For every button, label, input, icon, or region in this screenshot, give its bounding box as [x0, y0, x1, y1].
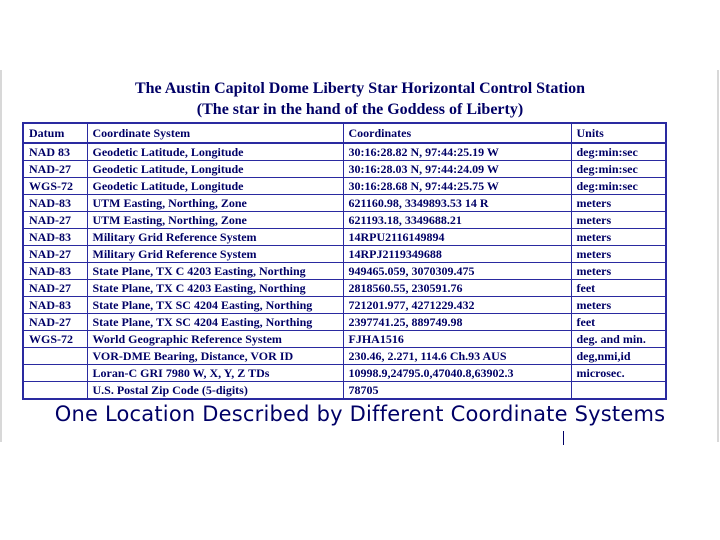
cell-datum: NAD-27 — [23, 161, 87, 178]
header-datum: Datum — [23, 123, 87, 143]
table-row — [23, 212, 666, 229]
coordinate-systems-table — [22, 122, 667, 400]
cell-datum: NAD-83 — [23, 229, 87, 246]
cell-units: deg:min:sec — [571, 178, 666, 195]
cell-coordinates: 30:16:28.03 N, 97:44:24.09 W — [343, 161, 571, 178]
cell-coordinates: FJHA1516 — [343, 331, 571, 348]
cell-coordinates: 230.46, 2.271, 114.6 Ch.93 AUS — [343, 348, 571, 365]
cell-coordinates: 2818560.55, 230591.76 — [343, 280, 571, 297]
cell-coordinate-system: State Plane, TX SC 4204 Easting, Northing — [87, 297, 343, 314]
slide-left-edge — [0, 70, 2, 442]
cell-datum: NAD 83 — [23, 143, 87, 161]
slide-right-edge — [717, 70, 719, 442]
cell-units — [571, 382, 666, 400]
cell-datum: NAD-83 — [23, 195, 87, 212]
cell-datum: NAD-27 — [23, 212, 87, 229]
cell-coordinate-system: Geodetic Latitude, Longitude — [87, 161, 343, 178]
cell-coordinates: 14RPJ2119349688 — [343, 246, 571, 263]
cell-coordinates: 30:16:28.82 N, 97:44:25.19 W — [343, 143, 571, 161]
table-row — [23, 143, 666, 161]
table-row — [23, 263, 666, 280]
cell-datum — [23, 348, 87, 365]
header-coordinate-system: Coordinate System — [87, 123, 343, 143]
slide-title: The Austin Capitol Dome Liberty Star Horizontal Control Station — [134, 80, 586, 97]
cell-datum: NAD-83 — [23, 297, 87, 314]
table-row — [23, 365, 666, 382]
table-row — [23, 331, 666, 348]
cell-datum: NAD-27 — [23, 246, 87, 263]
cell-units: microsec. — [571, 365, 666, 382]
header-units: Units — [571, 123, 666, 143]
text-cursor — [563, 431, 564, 445]
slide-title-subline: (The star in the hand of the Goddess of Liberty) — [196, 101, 524, 118]
cell-units: deg. and min. — [571, 331, 666, 348]
cell-coordinate-system: State Plane, TX SC 4204 Easting, Northing — [87, 314, 343, 331]
cell-units: deg:min:sec — [571, 143, 666, 161]
cell-coordinates: 10998.9,24795.0,47040.8,63902.3 — [343, 365, 571, 382]
header-coordinates: Coordinates — [343, 123, 571, 143]
cell-datum — [23, 365, 87, 382]
cell-units: meters — [571, 195, 666, 212]
cell-units: deg:min:sec — [571, 161, 666, 178]
slide-subtitle: One Location Described by Different Coordinate Systems — [54, 402, 666, 426]
cell-datum: WGS-72 — [23, 178, 87, 195]
cell-coordinate-system: UTM Easting, Northing, Zone — [87, 212, 343, 229]
cell-coordinates: 621160.98, 3349893.53 14 R — [343, 195, 571, 212]
cell-coordinates: 949465.059, 3070309.475 — [343, 263, 571, 280]
cell-coordinate-system: State Plane, TX C 4203 Easting, Northing — [87, 280, 343, 297]
cell-units: meters — [571, 229, 666, 246]
table-row — [23, 382, 666, 400]
table-row — [23, 229, 666, 246]
table-row — [23, 297, 666, 314]
cell-coordinate-system: World Geographic Reference System — [87, 331, 343, 348]
cell-coordinates: 621193.18, 3349688.21 — [343, 212, 571, 229]
cell-coordinates: 2397741.25, 889749.98 — [343, 314, 571, 331]
cell-units: feet — [571, 280, 666, 297]
table-body — [23, 143, 666, 399]
cell-units: feet — [571, 314, 666, 331]
cell-coordinates: 78705 — [343, 382, 571, 400]
cell-coordinate-system: Military Grid Reference System — [87, 229, 343, 246]
cell-coordinate-system: Geodetic Latitude, Longitude — [87, 178, 343, 195]
table-header-row — [23, 123, 666, 143]
cell-datum — [23, 382, 87, 400]
cell-units: deg,nmi,id — [571, 348, 666, 365]
cell-datum: WGS-72 — [23, 331, 87, 348]
cell-coordinate-system: VOR-DME Bearing, Distance, VOR ID — [87, 348, 343, 365]
table-row — [23, 246, 666, 263]
cell-coordinates: 721201.977, 4271229.432 — [343, 297, 571, 314]
cell-coordinate-system: Military Grid Reference System — [87, 246, 343, 263]
cell-units: meters — [571, 212, 666, 229]
table-row — [23, 280, 666, 297]
table-row — [23, 195, 666, 212]
cell-coordinates: 14RPU2116149894 — [343, 229, 571, 246]
cell-datum: NAD-83 — [23, 263, 87, 280]
cell-coordinate-system: State Plane, TX C 4203 Easting, Northing — [87, 263, 343, 280]
cell-coordinates: 30:16:28.68 N, 97:44:25.75 W — [343, 178, 571, 195]
cell-coordinate-system: U.S. Postal Zip Code (5-digits) — [87, 382, 343, 400]
table-row — [23, 178, 666, 195]
cell-coordinate-system: Loran-C GRI 7980 W, X, Y, Z TDs — [87, 365, 343, 382]
cell-coordinate-system: UTM Easting, Northing, Zone — [87, 195, 343, 212]
table-row — [23, 348, 666, 365]
cell-coordinate-system: Geodetic Latitude, Longitude — [87, 143, 343, 161]
cell-units: meters — [571, 246, 666, 263]
table-row — [23, 161, 666, 178]
table-row — [23, 314, 666, 331]
cell-datum: NAD-27 — [23, 314, 87, 331]
cell-units: meters — [571, 263, 666, 280]
cell-units: meters — [571, 297, 666, 314]
cell-datum: NAD-27 — [23, 280, 87, 297]
